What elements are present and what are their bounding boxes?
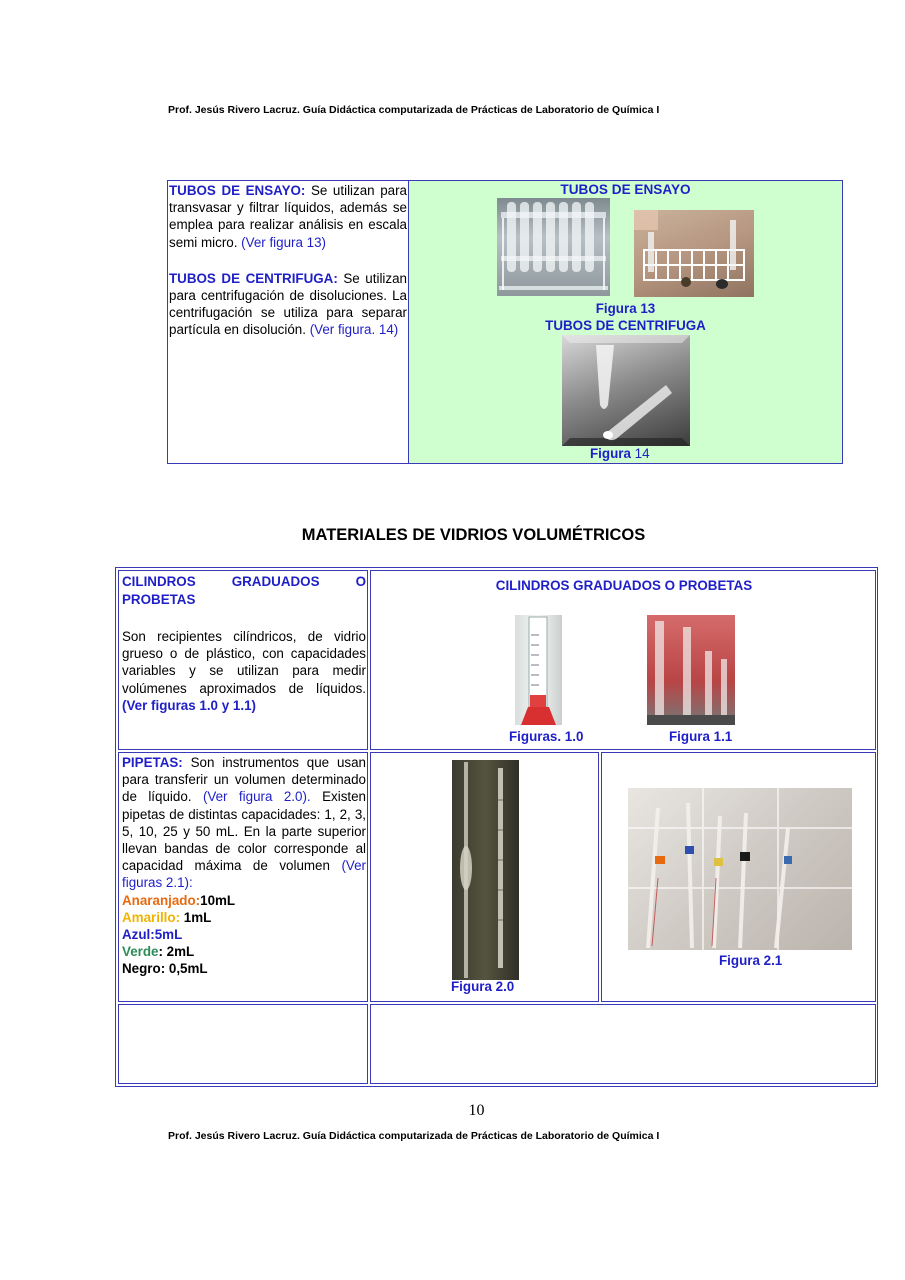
empty-cell-right — [370, 1004, 876, 1084]
page-number: 10 — [468, 1102, 485, 1119]
centrifuge-tubes-image — [562, 335, 690, 446]
white-rack-image — [634, 210, 754, 297]
tubos-ensayo-term: TUBOS DE ENSAYO: — [169, 183, 306, 198]
pipetas-text-2: Existen pipetas de distintas capacidades: 1, 2, 3, 5, 10, 25 y 50 mL. En la parte superior llevan bandas de color corresponde al capacidad máxima de volumen — [122, 789, 366, 874]
page-header: Prof. Jesús Rivero Lacruz. Guía Didáctica computarizada de Prácticas de Laboratorio de Química I — [168, 104, 660, 116]
pipetas-color-list — [122, 892, 366, 978]
empty-cell-left — [118, 1004, 368, 1084]
color-orange-name: Anaranjado: — [122, 892, 201, 908]
tubos-ensayo-paragraph — [169, 182, 407, 251]
table-volumetricos — [115, 567, 878, 1087]
figures-1-link[interactable]: (Ver figuras 1.0 y 1.1) — [122, 697, 256, 713]
figure-14-number: 14 — [630, 446, 650, 461]
cylinders-set-image — [647, 615, 735, 725]
figure-2-1-caption: Figura 2.1 — [719, 953, 783, 968]
cilindros-title: CILINDROS GRADUADOS O PROBETAS — [495, 578, 753, 593]
color-blue-item — [122, 926, 366, 943]
cilindros-heading: CILINDROS GRADUADOS O PROBETAS — [122, 574, 366, 607]
color-green-item — [122, 943, 366, 960]
tubos-ensayo-title: TUBOS DE ENSAYO — [560, 182, 691, 197]
color-black-item — [122, 960, 366, 977]
pipetas-paragraph — [122, 754, 366, 892]
pipetas-description-cell — [118, 752, 368, 1002]
figure-2-1-link[interactable]: (Ver figuras 2.1): — [122, 858, 366, 891]
figure-14-caption — [590, 446, 650, 461]
test-tube-rack-image — [497, 198, 610, 296]
figure-14-link[interactable]: (Ver figura. 14) — [309, 322, 399, 338]
tubos-centrifuga-paragraph — [169, 270, 407, 339]
color-green-value: : 2mL — [158, 944, 195, 960]
color-yellow-item — [122, 909, 366, 926]
cilindros-description-cell — [118, 570, 368, 750]
page-footer: Prof. Jesús Rivero Lacruz. Guía Didáctica computarizada de Prácticas de Laboratorio de Química I — [168, 1130, 660, 1142]
pipetas-figure-2-1-cell — [601, 752, 876, 1002]
cilindros-paragraph — [122, 628, 366, 714]
cylinders-set-photo — [647, 615, 735, 725]
tubos-centrifuga-text: Se utilizan para centrifugación de disoluciones. La centrifugación se utiliza para separar partícula en disolución. — [169, 270, 407, 338]
pipetas-term: PIPETAS: — [122, 755, 183, 770]
figure-2-0-link[interactable]: (Ver figura 2.0). — [202, 789, 311, 805]
color-black-name: Negro: 0,5mL — [122, 961, 208, 977]
pipetas-figure-2-0-cell — [370, 752, 599, 1002]
cilindros-text: Son recipientes cilíndricos, de vidrio grueso o de plástico, con capacidades variables y se utilizan para medir volúmenes aproximados de líquidos. — [122, 629, 366, 696]
pipettes-photo — [452, 760, 519, 980]
centrifuge-tubes-photo — [562, 335, 690, 446]
cilindros-figures-cell — [370, 570, 876, 750]
section-title: MATERIALES DE VIDRIOS VOLUMÉTRICOS — [301, 526, 646, 544]
figure-2-0-caption: Figura 2.0 — [451, 979, 515, 994]
figure-13-caption: Figura 13 — [595, 301, 656, 316]
color-green-name: Verde — [122, 944, 159, 960]
figure-1-0-caption: Figuras. 1.0 — [509, 729, 584, 744]
figure-14-label: Figura — [590, 446, 631, 461]
tubos-figures-cell — [409, 181, 842, 463]
color-blue-name: Azul:5mL — [122, 927, 183, 943]
graduated-cylinder-photo — [515, 615, 562, 725]
color-orange-value: 10mL — [200, 892, 236, 908]
white-rack-photo — [634, 210, 754, 297]
figure-1-1-caption: Figura 1.1 — [669, 729, 733, 744]
tubos-centrifuga-title: TUBOS DE CENTRIFUGA — [545, 318, 706, 333]
tubos-centrifuga-term: TUBOS DE CENTRIFUGA: — [169, 270, 338, 286]
tubos-ensayo-text: Se utilizan para transvasar y filtrar líquidos, además se emplea para realizar análisis en escala semi micro. — [169, 183, 407, 250]
pipetas-text-1: Son instrumentos que usan para transferir un volumen determinado de líquido. — [122, 755, 366, 805]
tubos-description-cell — [168, 181, 409, 463]
table-tubos — [167, 180, 843, 464]
color-yellow-name: Amarillo: — [122, 909, 181, 925]
color-yellow-value: 1mL — [180, 909, 212, 925]
figure-13-link[interactable]: (Ver figura 13) — [241, 234, 327, 250]
graduated-cylinder-image — [515, 615, 562, 725]
pipettes-image — [452, 760, 519, 980]
pipettes-color-bands-image — [628, 788, 852, 950]
pipettes-color-bands-photo — [628, 788, 852, 950]
color-orange-item — [122, 892, 366, 909]
test-tube-rack-photo — [497, 198, 610, 296]
